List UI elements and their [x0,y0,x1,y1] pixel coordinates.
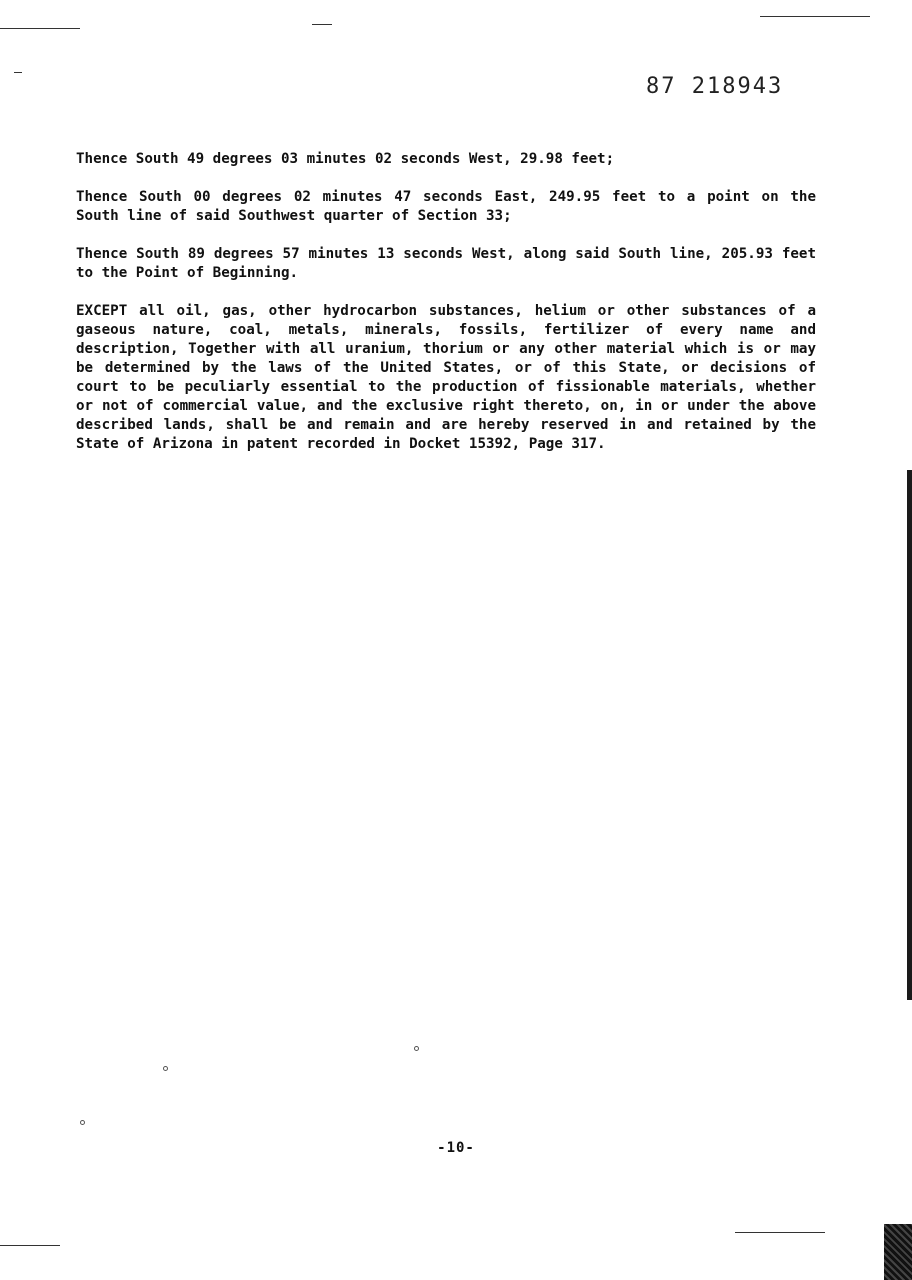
paragraph-course-2: Thence South 00 degrees 02 minutes 47 seconds East, 249.95 feet to a point on the South line of said Southwest quarter of Section 33; [76,189,816,224]
scan-speck [760,16,870,17]
scan-dot [414,1046,419,1051]
scan-speck [0,28,80,29]
scan-speck [0,1245,60,1246]
recording-number: 87 218943 [646,74,784,99]
scan-speck [14,72,22,73]
scan-corner-artifact [884,1224,912,1280]
paragraph-course-3: Thence South 89 degrees 57 minutes 13 seconds West, along said South line, 205.93 feet to the Point of Beginning. [76,246,816,281]
legal-description [76,150,816,473]
scan-speck [735,1232,825,1233]
scan-speck [312,24,332,25]
paragraph-course-1: Thence South 49 degrees 03 minutes 02 seconds West, 29.98 feet; [76,151,615,167]
scan-dot [80,1120,85,1125]
paragraph-mineral-exception: EXCEPT all oil, gas, other hydrocarbon substances, helium or other substances of a gaseous nature, coal, metals, minerals, fossils, fertilizer of every name and description, Together with all uranium, thorium or any other material which is or may be determined by the laws of the United States, or of this State, or decisions of court to be peculiarly essential to the production of fissionable materials, whether or not of commercial value, and the exclusive right thereto, on, in or under the above described lands, shall be and remain and are hereby reserved in and retained by the State of Arizona in patent recorded in Docket 15392, Page 317. [76,303,816,452]
page-number: -10- [437,1140,475,1156]
scan-edge-shadow [907,470,912,1000]
scan-dot [163,1066,168,1071]
